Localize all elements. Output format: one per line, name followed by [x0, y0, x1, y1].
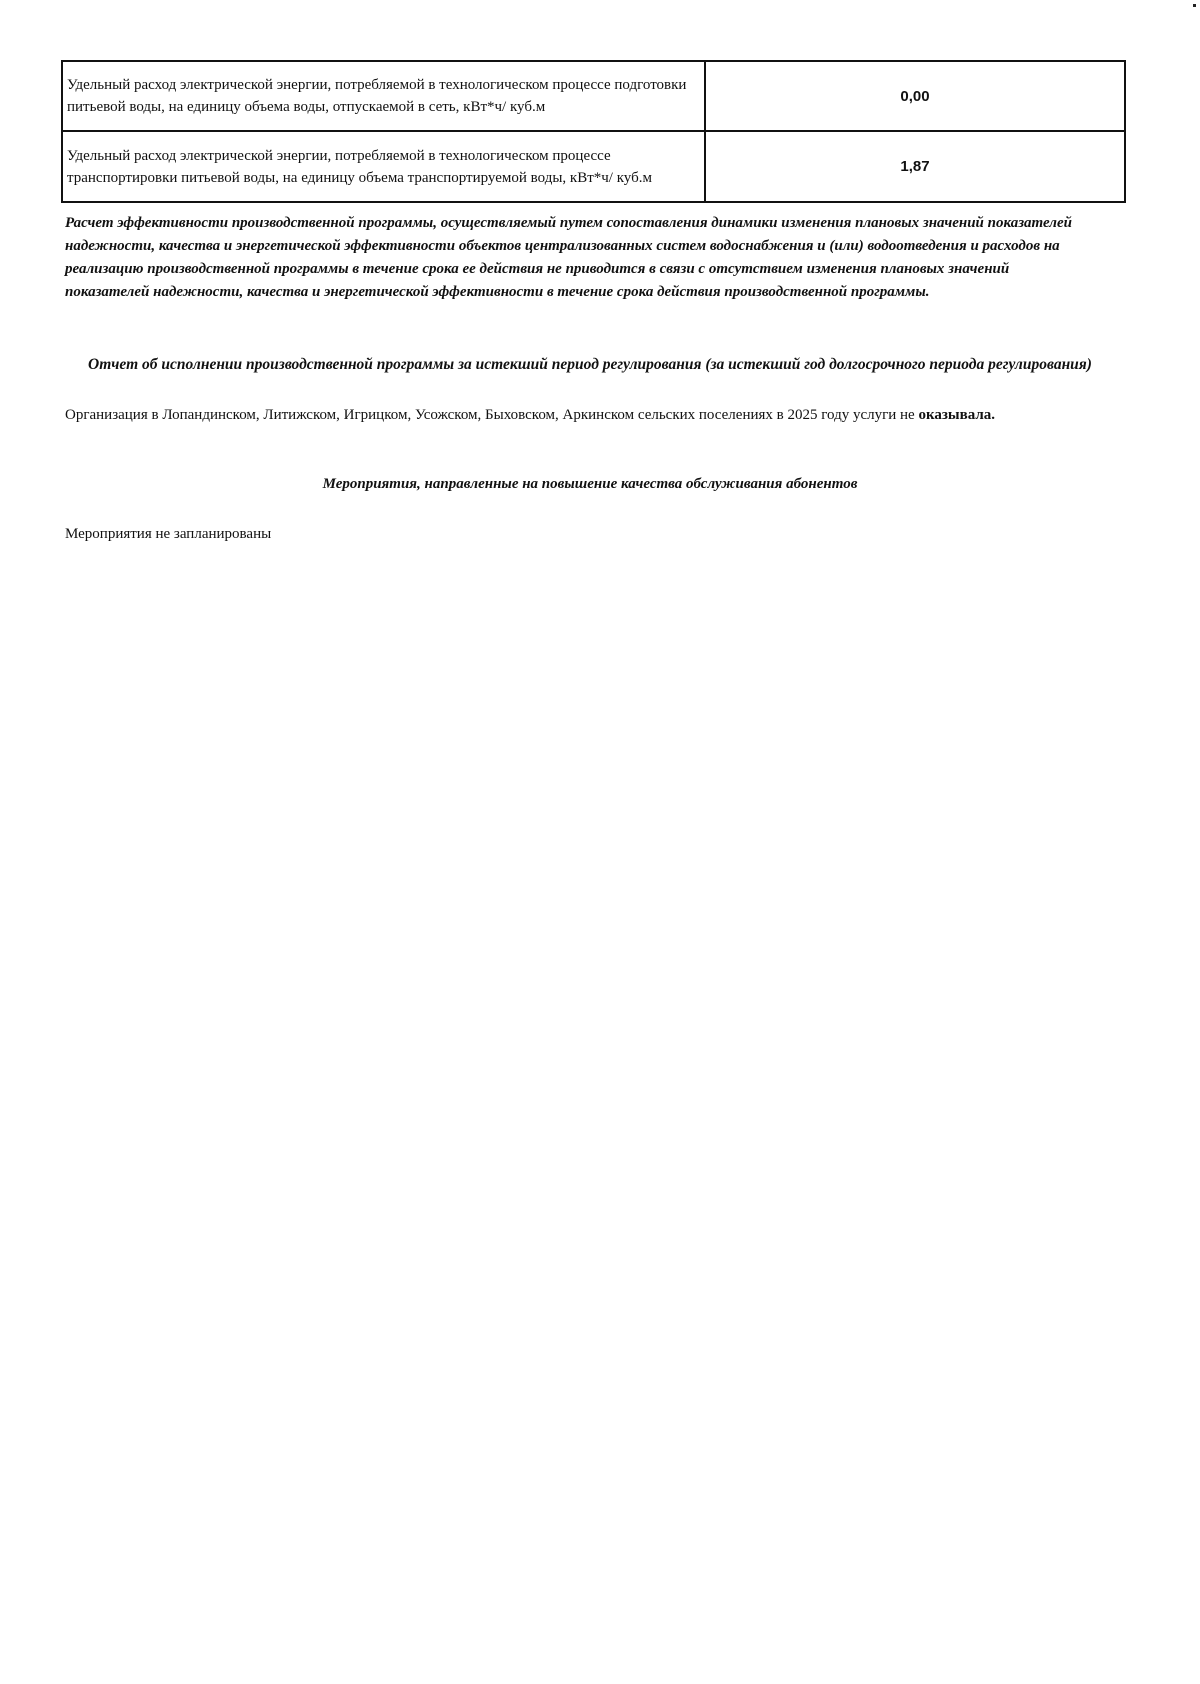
table-row [62, 61, 1125, 131]
indicator-name-cell: Удельный расход электрической энергии, потребляемой в технологическом процессе транспортировки питьевой воды, на единицу объема транспортируемой воды, кВт*ч/ куб.м [62, 131, 705, 202]
report-heading: Отчет об исполнении производственной программы за истекший период регулирования (за истекший год долгосрочного периода регулирования) [88, 356, 1092, 373]
efficiency-note: Расчет эффективности производственной программы, осуществляемый путем сопоставления динамики изменения плановых значений показателей надежности, качества и энергетической эффективности объектов централизованных систем водоснабжения и (или) водоотведения и расходов на реализацию производственной программы в течение срока ее действия не приводится в связи с отсутствием изменения плановых значений показателей надежности, качества и энергетической эффективности в течение срока действия производственной программы. [65, 215, 1072, 300]
indicator-value-cell: 1,87 [705, 131, 1125, 202]
report-text-end: оказывала. [918, 407, 996, 423]
scan-artifact [1193, 4, 1196, 7]
indicators-table [61, 60, 1126, 203]
report-text-main: Организация в Лопандинском, Литижском, Игрицком, Усожском, Быховском, Аркинском сельских поселениях в 2025 году услуги не [65, 407, 915, 423]
report-text [65, 404, 1095, 426]
measures-heading: Мероприятия, направленные на повышение качества обслуживания абонентов [322, 476, 858, 492]
indicator-name-cell: Удельный расход электрической энергии, потребляемой в технологическом процессе подготовки питьевой воды, на единицу объема воды, отпускаемой в сеть, кВт*ч/ куб.м [62, 61, 705, 131]
indicator-value-cell: 0,00 [705, 61, 1125, 131]
measures-text: Мероприятия не запланированы [65, 526, 272, 542]
table-row [62, 131, 1125, 202]
